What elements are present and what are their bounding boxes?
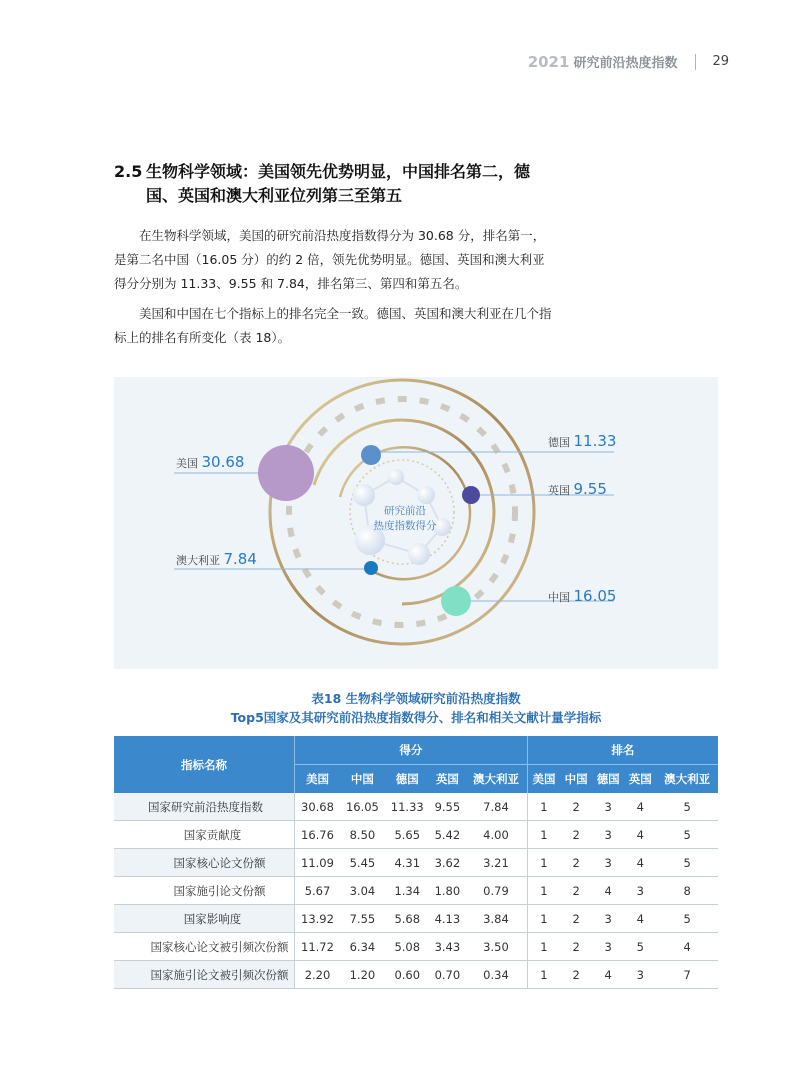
rank-cell: 4 <box>592 961 624 989</box>
rank-cell: 5 <box>656 821 718 849</box>
section-number: 2.5 <box>114 162 143 181</box>
score-cell: 0.60 <box>385 961 430 989</box>
rank-cell: 3 <box>592 821 624 849</box>
rank-cell: 5 <box>656 793 718 821</box>
score-cell: 8.50 <box>340 821 385 849</box>
page-number: 29 <box>712 54 729 69</box>
score-cell: 11.33 <box>385 793 430 821</box>
rank-cell: 2 <box>560 877 592 905</box>
score-cell: 16.76 <box>295 821 340 849</box>
row-label: 国家施引论文份额 <box>114 877 295 905</box>
table-body <box>114 793 718 989</box>
score-cell: 5.68 <box>385 905 430 933</box>
label-usa: 美国 30.68 <box>176 453 245 471</box>
score-country-header: 澳大利亚 <box>465 765 527 794</box>
table-row <box>114 933 718 961</box>
col-header-rank: 排名 <box>527 736 718 765</box>
table-row <box>114 793 718 821</box>
rank-cell: 4 <box>624 905 656 933</box>
rank-cell: 2 <box>560 961 592 989</box>
table-row <box>114 877 718 905</box>
score-cell: 3.50 <box>465 933 527 961</box>
center-label-line1: 研究前沿 <box>384 505 426 517</box>
rank-cell: 2 <box>560 905 592 933</box>
section-title-line2: 国、英国和澳大利亚位列第三至第五 <box>146 186 403 205</box>
label-uk: 英国 9.55 <box>548 480 607 498</box>
table-caption-line2: Top5国家及其研究前沿热度指数得分、排名和相关文献计量学指标 <box>230 710 602 725</box>
rank-cell: 2 <box>560 849 592 877</box>
rank-cell: 3 <box>592 793 624 821</box>
rank-cell: 3 <box>592 849 624 877</box>
center-label-line2: 热度指数得分 <box>373 520 437 532</box>
rank-cell: 1 <box>527 849 560 877</box>
header-year: 2021 <box>527 52 570 71</box>
bubble-usa <box>258 445 314 501</box>
score-cell: 4.31 <box>385 849 430 877</box>
score-cell: 3.21 <box>465 849 527 877</box>
rank-cell: 3 <box>624 961 656 989</box>
label-germany: 德国 11.33 <box>548 432 617 450</box>
rank-cell: 3 <box>592 933 624 961</box>
score-cell: 2.20 <box>295 961 340 989</box>
rank-country-header: 中国 <box>560 765 592 794</box>
rank-cell: 1 <box>527 793 560 821</box>
table-row <box>114 821 718 849</box>
section-title-line1: 生物科学领域：美国领先优势明显，中国排名第二，德 <box>146 162 531 181</box>
score-cell: 30.68 <box>295 793 340 821</box>
rank-country-header: 美国 <box>527 765 560 794</box>
score-cell: 3.04 <box>340 877 385 905</box>
score-cell: 13.92 <box>295 905 340 933</box>
rank-cell: 4 <box>624 821 656 849</box>
rank-cell: 8 <box>656 877 718 905</box>
score-cell: 7.55 <box>340 905 385 933</box>
rank-cell: 4 <box>656 933 718 961</box>
section-title <box>114 160 554 208</box>
rank-cell: 2 <box>560 933 592 961</box>
score-cell: 1.20 <box>340 961 385 989</box>
row-label: 国家研究前沿热度指数 <box>114 793 295 821</box>
score-cell: 4.00 <box>465 821 527 849</box>
rank-cell: 3 <box>592 905 624 933</box>
score-cell: 0.79 <box>465 877 527 905</box>
paragraph-2: 美国和中国在七个指标上的排名完全一致。德国、英国和澳大利亚在几个指标上的排名有所变化（表 18）。 <box>114 306 552 345</box>
table-caption-line1: 表18 生物科学领域研究前沿热度指数 <box>311 691 521 706</box>
score-cell: 5.42 <box>430 821 465 849</box>
score-country-header: 中国 <box>340 765 385 794</box>
rank-cell: 5 <box>656 905 718 933</box>
table-row <box>114 961 718 989</box>
score-cell: 5.67 <box>295 877 340 905</box>
score-cell: 1.34 <box>385 877 430 905</box>
rank-cell: 1 <box>527 961 560 989</box>
score-cell: 0.34 <box>465 961 527 989</box>
figure-panel <box>114 377 718 669</box>
running-header <box>528 52 729 71</box>
bubble-germany <box>361 445 381 465</box>
rank-cell: 1 <box>527 905 560 933</box>
row-label: 国家贡献度 <box>114 821 295 849</box>
rank-cell: 1 <box>527 821 560 849</box>
rank-cell: 4 <box>624 849 656 877</box>
header-divider <box>695 54 696 70</box>
col-header-score: 得分 <box>295 736 528 765</box>
rank-country-header: 澳大利亚 <box>656 765 718 794</box>
col-header-indicator: 指标名称 <box>114 736 295 793</box>
table-row <box>114 905 718 933</box>
rank-cell: 1 <box>527 877 560 905</box>
rank-cell: 3 <box>624 877 656 905</box>
paragraph-1: 在生物科学领域，美国的研究前沿热度指数得分为 30.68 分，排名第一，是第二名中国（16.05 分）的约 2 倍，领先优势明显。德国、英国和澳大利亚得分分别为 11.33、9.55 和 7.84，排名第三、第四和第五名。 <box>114 228 546 291</box>
rank-country-header: 德国 <box>592 765 624 794</box>
score-cell: 1.80 <box>430 877 465 905</box>
score-cell: 4.13 <box>430 905 465 933</box>
rank-cell: 2 <box>560 793 592 821</box>
bubble-uk <box>462 486 480 504</box>
label-australia: 澳大利亚 7.84 <box>176 550 257 568</box>
rank-country-header: 英国 <box>624 765 656 794</box>
score-cell: 7.84 <box>465 793 527 821</box>
table-row <box>114 849 718 877</box>
rank-cell: 7 <box>656 961 718 989</box>
row-label: 国家核心论文份额 <box>114 849 295 877</box>
rank-cell: 2 <box>560 821 592 849</box>
score-cell: 5.65 <box>385 821 430 849</box>
score-cell: 3.43 <box>430 933 465 961</box>
score-cell: 5.45 <box>340 849 385 877</box>
score-cell: 5.08 <box>385 933 430 961</box>
rank-cell: 4 <box>624 793 656 821</box>
indicator-table <box>114 736 718 989</box>
row-label: 国家核心论文被引频次份额 <box>114 933 295 961</box>
score-country-header: 英国 <box>430 765 465 794</box>
score-cell: 3.84 <box>465 905 527 933</box>
score-cell: 0.70 <box>430 961 465 989</box>
bubble-china <box>441 586 471 616</box>
score-country-header: 美国 <box>295 765 340 794</box>
score-cell: 3.62 <box>430 849 465 877</box>
heat-index-diagram <box>114 377 718 669</box>
rank-cell: 4 <box>592 877 624 905</box>
score-country-header: 德国 <box>385 765 430 794</box>
rank-cell: 5 <box>656 849 718 877</box>
score-cell: 16.05 <box>340 793 385 821</box>
score-cell: 9.55 <box>430 793 465 821</box>
score-cell: 11.09 <box>295 849 340 877</box>
header-title: 研究前沿热度指数 <box>573 56 678 71</box>
score-cell: 6.34 <box>340 933 385 961</box>
bubble-australia <box>364 561 378 575</box>
rank-cell: 5 <box>624 933 656 961</box>
label-china: 中国 16.05 <box>548 587 617 605</box>
row-label: 国家施引论文被引频次份额 <box>114 961 295 989</box>
rank-cell: 1 <box>527 933 560 961</box>
row-label: 国家影响度 <box>114 905 295 933</box>
score-cell: 11.72 <box>295 933 340 961</box>
